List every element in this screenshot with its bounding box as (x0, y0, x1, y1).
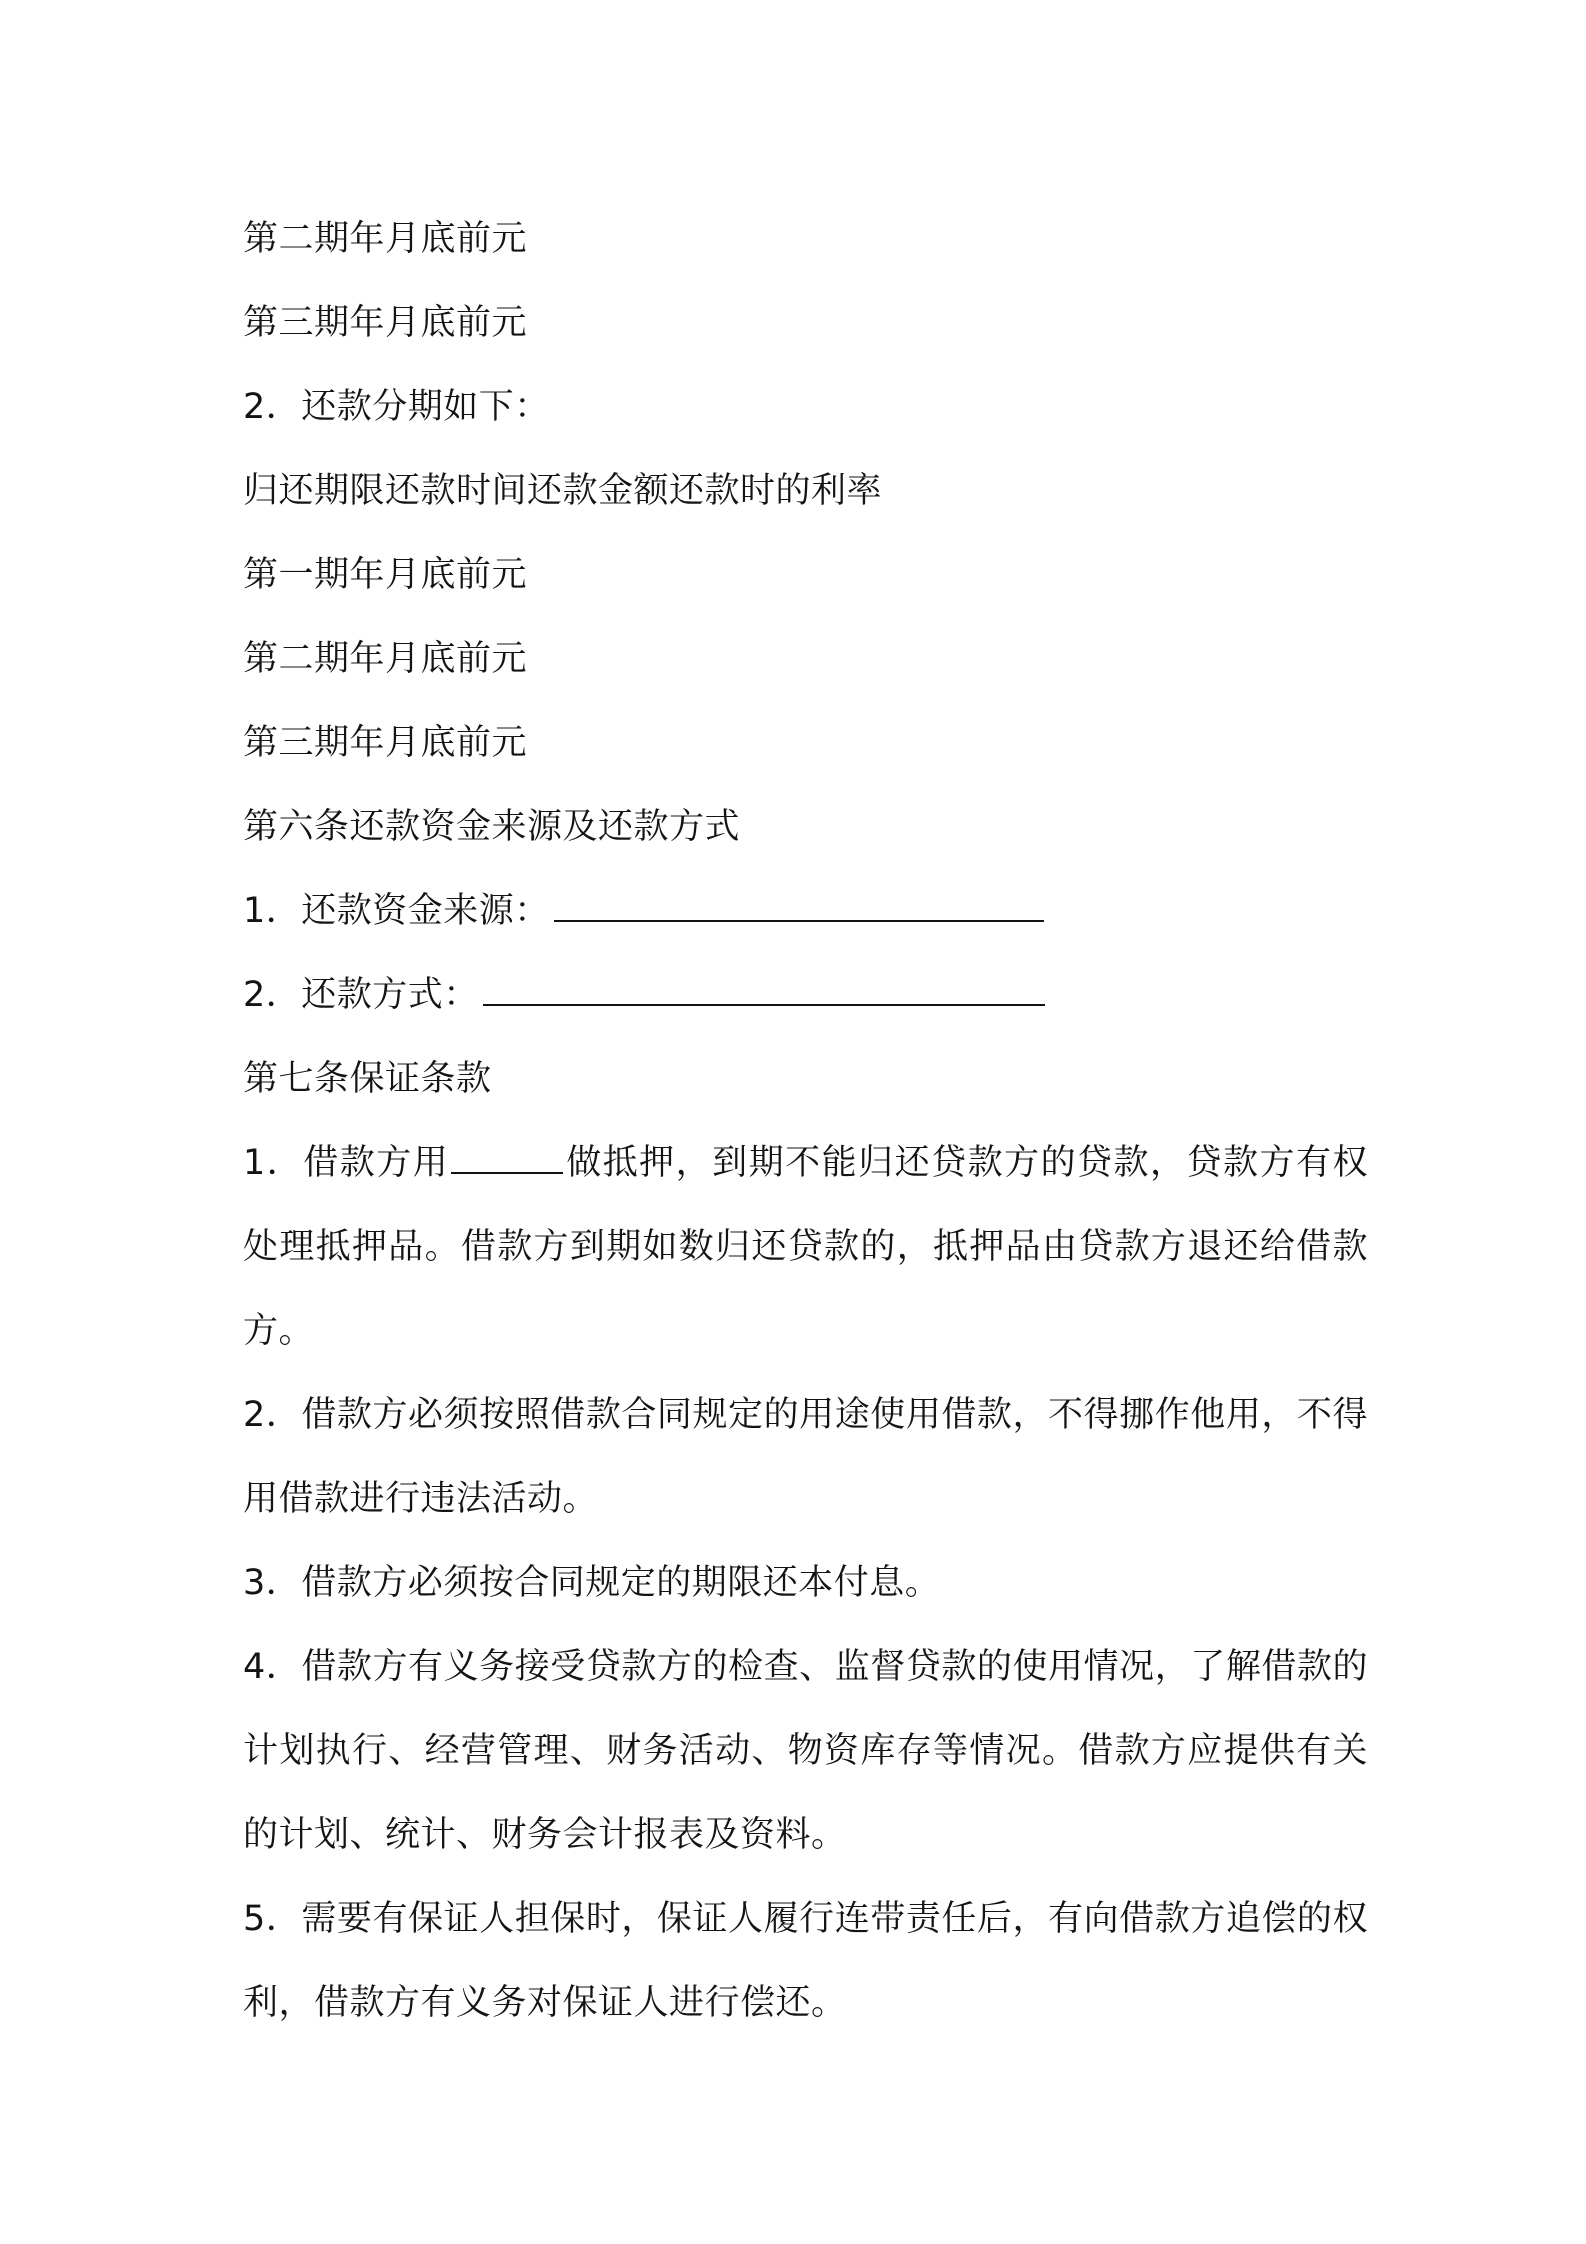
article-7-item-4: 4．借款方有义务接受贷款方的检查、监督贷款的使用情况，了解借款的计划执行、经营管理、财务活动、物资库存等情况。借款方应提供有关的计划、统计、财务会计报表及资料。 (243, 1647, 1368, 1855)
article-7-item-2: 2．借款方必须按照借款合同规定的用途使用借款，不得挪作他用，不得用借款进行违法活动。 (243, 1395, 1368, 1519)
schedule-b-row-3: 第三期年月底前元 (243, 723, 528, 763)
repayment-source-blank (554, 890, 1044, 922)
repayment-method-blank (483, 974, 1045, 1006)
schedule-a-row-2: 第二期年月底前元 (243, 219, 528, 259)
article-7-item-3: 3．借款方必须按合同规定的期限还本付息。 (243, 1563, 941, 1603)
article-7-item-5: 5．需要有保证人担保时，保证人履行连带责任后，有向借款方追偿的权利，借款方有义务对保证人进行偿还。 (243, 1899, 1368, 2023)
collateral-label: 1．借款方用 (243, 1143, 450, 1183)
collateral-text: 做抵押，到期不能归还贷款方的贷款，贷款方有权处理抵押品。借款方到期如数归还贷款的，抵押品由贷款方退还给借款方。 (243, 1143, 1368, 1351)
article-7-title: 第七条保证条款 (243, 1059, 492, 1099)
article-6-item-2 (243, 953, 1368, 1037)
article-6-item-1 (243, 869, 1368, 953)
article-7-item-1 (243, 1121, 1368, 1373)
repayment-source-label: 1．还款资金来源： (243, 891, 550, 931)
collateral-blank (451, 1142, 563, 1174)
repayment-method-label: 2．还款方式： (243, 975, 479, 1015)
article-6-title: 第六条还款资金来源及还款方式 (243, 807, 741, 847)
schedule-a-row-3: 第三期年月底前元 (243, 303, 528, 343)
document-body (243, 197, 1368, 2045)
installment-table-header: 归还期限还款时间还款金额还款时的利率 (243, 471, 883, 511)
installment-heading: 2．还款分期如下： (243, 387, 550, 427)
schedule-b-row-2: 第二期年月底前元 (243, 639, 528, 679)
schedule-b-row-1: 第一期年月底前元 (243, 555, 528, 595)
